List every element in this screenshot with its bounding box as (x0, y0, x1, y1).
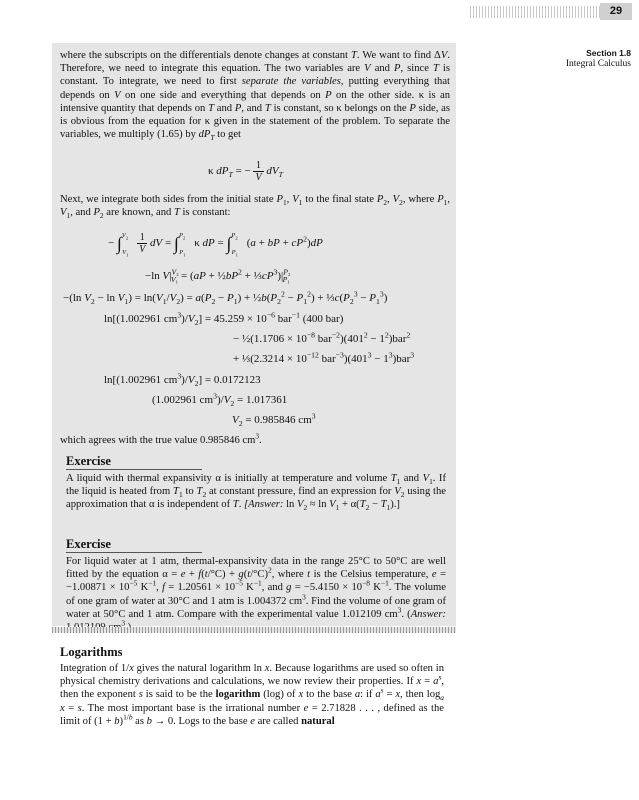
equation-numeric-5: (1.002961 $cm^3)/V_2 = 1.017361$ (152, 391, 288, 409)
exercise-1-heading: Exercise (66, 453, 202, 470)
logarithms-section (60, 662, 444, 728)
running-head (566, 48, 631, 70)
paragraph-2-text: Next, we integrate both sides from the initial state $P_1$, $V_1$ to the final state $P_2$, $V_2$, where $P_1$, $V_1$, and $P_2$ are known, and T is constant: (60, 194, 451, 221)
equation-numeric-1: ln[(1.002961 $cm^3)/V_2] = 45.259 \times 10^{-6}$ bar$^{-1}$ (400 bar) (104, 310, 344, 328)
equation-log-evaluation: −ln $V|^{V_2}_{V_1} = (aP$ + $\frac{1}{2}bP^2$ + $\frac{1}{3}cP^3)|^{P_2}_{P_1}$ (145, 267, 291, 285)
paragraph-intro (60, 49, 450, 141)
logarithms-heading: Logarithms (60, 645, 123, 659)
paragraph-integration (60, 193, 450, 219)
equation-numeric-2: − ½(1.1706 × $10^{-8}$ $bar^{-2})(401^2 - 1^2)bar^2$ (233, 330, 411, 345)
paragraph-3-text: which agrees with the true value 0.985846 $cm^3$. (60, 431, 262, 446)
equation-expanded: −(ln $V_2 - \ln V_1) = \ln(V_1/V_2) = a(P_2 - P_1)$ + $\frac{1}{2}b(P_2^2 - P_1^2)$ + $\frac{1}{3}c(P_2^3 - P_1^3)$ (63, 289, 388, 307)
section-title: Integral Calculus (565, 59, 631, 69)
exercise-2-body: For liquid water at 1 atm, thermal-expansivity data in the range 25°C to 50°C are well fitted by the equation $\alpha = e + f(t/^\circ C) + g(t/^\circ C)^2$, where t is the Celsius temperature, $e = -1.00871 \times 10^{-5}$ $K^{-1}$, $f = 1.20561 \times 10^{-5}$ $K^{-1}$, and $g = -5.4150 \times 10^{-8}$ $K^{-1}$. The volume of one gram of water at 30°C and 1 atm is 1.004372 $cm^3$. Find the volume of one gram of water at 50°C and 1 atm. Compare with the experimental value 1.012109 $cm^3$. (Answer:$^3$ (66, 556, 447, 628)
paragraph-conclusion (60, 431, 450, 447)
equation-result: $V_2 = 0.985846$ $cm^3$ (232, 411, 316, 429)
equation-numeric-3: + ⅓(2.3214 × $10^{-12}$ $bar^{-3})(401^3 - 1^3)bar^3$ (233, 350, 415, 365)
exercise-2-block (66, 555, 446, 634)
equation-numeric-4: ln[(1.002961 $cm^3)/V_2] = 0.0172123$ (104, 371, 261, 389)
equation-integral: − ∫$^{V_2}_{V_1}$ $\frac{1}{V}$ dV = ∫$^{P_2}_{P_1}$ κ dP = ∫$^{P_2}_{P_1}$ (a + bP + $cP^2)dP$ (108, 232, 323, 258)
page-number: 29 (600, 3, 632, 20)
exercise-1-body: A liquid with thermal expansivity α is initially at temperature and volume $T_1$ and $V_1$. If the liquid is heated from $T_1$ to $T_2$ at constant pressure, find an expression for $V_2$ using the approximation that α is independent of T. [Answer: $\ln V_2 \approx \ln V_1 + \alpha(T_2 - T_1)$.] (66, 473, 446, 513)
exercise-2-heading: Exercise (66, 536, 202, 553)
section-number: Section 1.8 (586, 48, 631, 58)
exercise-1-block (66, 472, 446, 512)
equation-separated: κ $dP_T$ = − $\frac{1}{V}$ $dV_T$ (208, 160, 283, 183)
logarithms-body: Integration of 1/x gives the natural logarithm ln x. Because logarithms are used so often in physical chemistry derivations and calculations, we now review their properties. If $x = a^s$, then the exponent s is said to be the logarithm (log) of x to the base a: if $a^s = x$, then $\log_a x = s$. The most important base is the irrational number e = 2.71828 . . . , defined as the limit of $(1 + b)^{1/b}$ as b → 0. Logs to the base e are called natural (60, 663, 445, 727)
box-bottom-rule-decoration (52, 627, 456, 633)
paragraph-1-text: where the subscripts on the differentials denote changes at constant T. We want to find ΔV. Therefore, we need to integrate this equation. The two variables are V and P, since T is constant. To integrate, we need to first separate the variables, putting everything that depends on V on one side and everything that depends on P on the other side. κ is an intensive quantity that depends on T and P, and T is constant, so κ belongs on the P side, as is obvious from the equation for κ given in the statement of the problem. To separate the variables, we multiply (1.65) by $dP_T$ to get (60, 50, 451, 143)
